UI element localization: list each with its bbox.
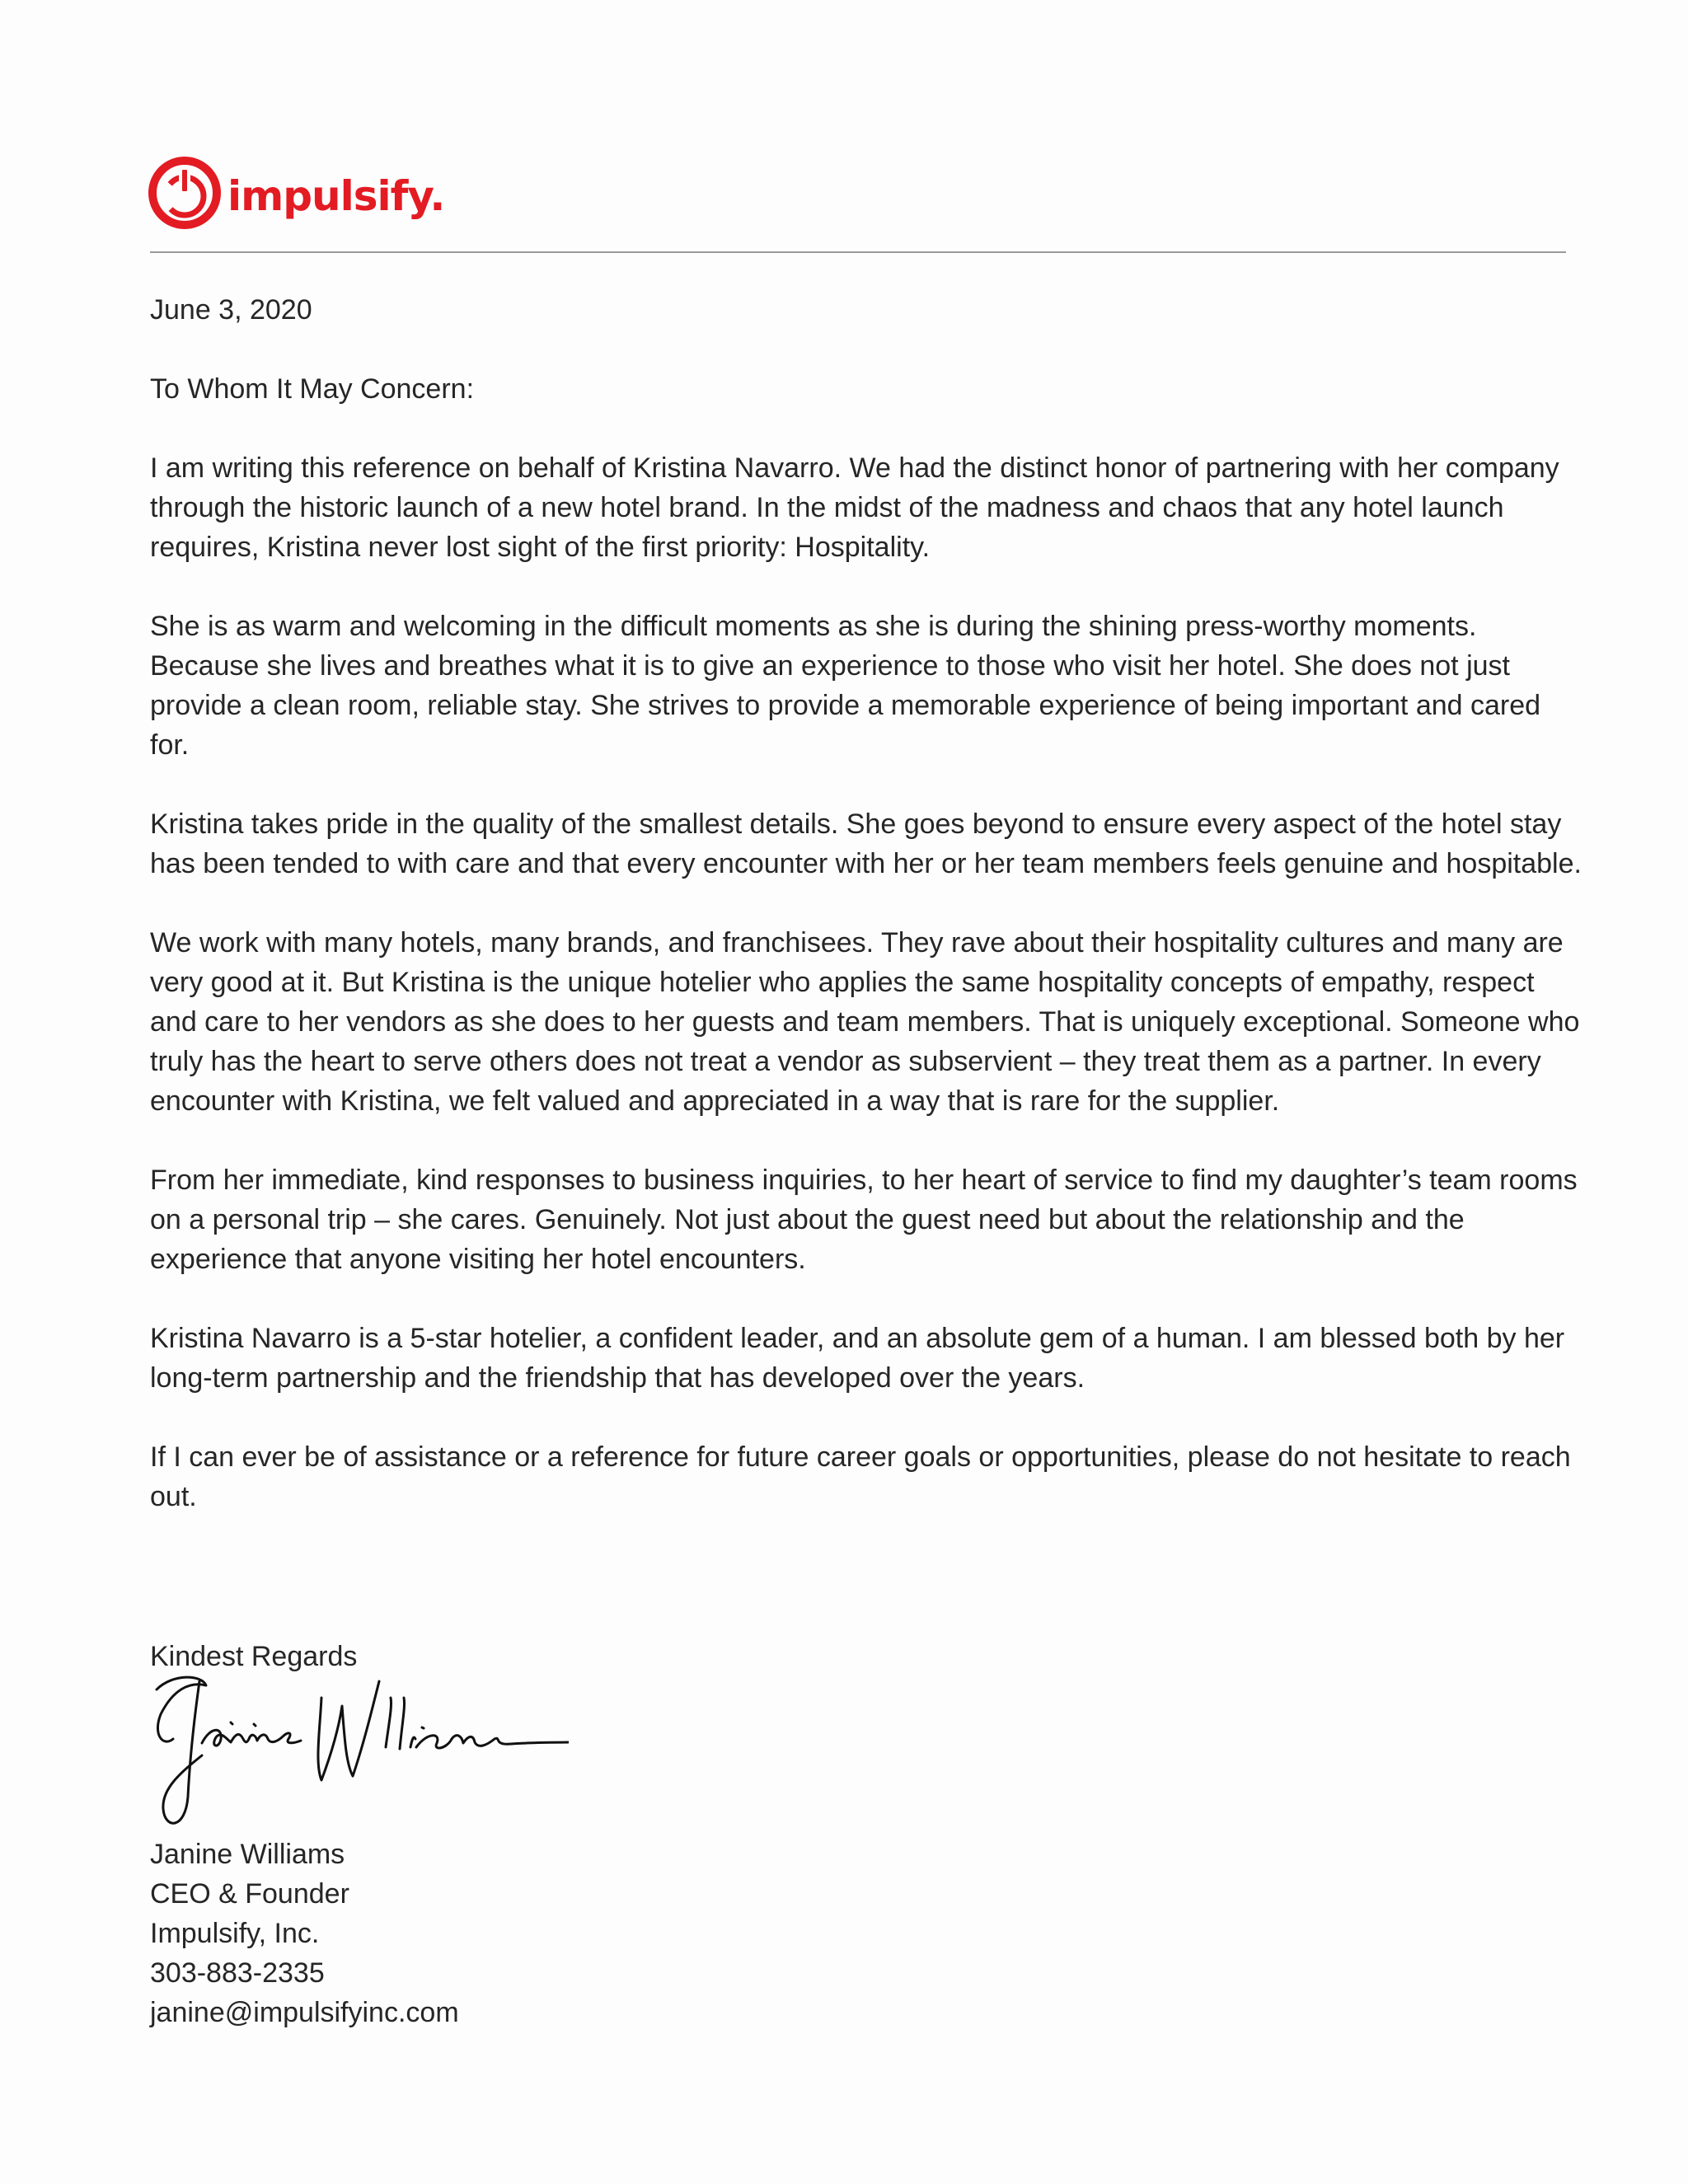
letterhead-divider bbox=[150, 251, 1566, 253]
letter-paragraph: Kristina takes pride in the quality of the smallest details. She goes beyond to ensure every aspect of the hotel stay has been tended to with care and that every encounter with her or her team members feels genuine and hospitable. bbox=[150, 808, 1582, 879]
letter-body bbox=[150, 290, 1584, 1556]
letter-paragraph: We work with many hotels, many brands, and franchisees. They rave about their hospitality cultures and many are very good at it. But Kristina is the unique hotelier who applies the same hospitality concepts of empathy, respect and care to her vendors as she does to her guests and team members. That is uniquely exceptional. Someone who truly has the heart to serve others does not treat a vendor as subservient – they treat them as a partner. In every encounter with Kristina, we felt valued and appreciated in a way that is rare for the supplier. bbox=[150, 927, 1580, 1117]
signer-name: Janine Williams bbox=[150, 1839, 345, 1870]
power-button-icon bbox=[147, 155, 223, 231]
letter-paragraph: From her immediate, kind responses to business inquiries, to her heart of service to find my daughter’s team rooms on a personal trip – she cares. Genuinely. Not just about the guest need but about the relationship and the experience that anyone visiting her hotel encounters. bbox=[150, 1165, 1578, 1275]
signer-phone: 303-883-2335 bbox=[150, 1957, 325, 1989]
company-wordmark: impulsify. bbox=[227, 172, 445, 220]
company-logo bbox=[147, 155, 444, 231]
signer-email: janine@impulsifyinc.com bbox=[150, 1997, 459, 2028]
signature-block bbox=[150, 1835, 459, 2032]
letter-salutation: To Whom It May Concern: bbox=[150, 373, 475, 405]
signer-title: CEO & Founder bbox=[150, 1878, 349, 1910]
letter-paragraph: I am writing this reference on behalf of Kristina Navarro. We had the distinct honor of partnering with her company through the historic launch of a new hotel brand. In the midst of the madness and chaos that any hotel launch requires, Kristina never lost sight of the first priority: Hospitality. bbox=[150, 452, 1559, 563]
letter-paragraph: If I can ever be of assistance or a reference for future career goals or opportunities, please do not hesitate to reach out. bbox=[150, 1441, 1571, 1512]
letter-closing: Kindest Regards bbox=[150, 1641, 358, 1672]
handwritten-signature bbox=[124, 1657, 569, 1838]
signer-company: Impulsify, Inc. bbox=[150, 1918, 320, 1949]
letter-paragraph: She is as warm and welcoming in the difficult moments as she is during the shining press-worthy moments. Because she lives and breathes what it is to give an experience to those who visit her hotel. She does not just provide a clean room, reliable stay. She strives to provide a memorable experience of being important and cared for. bbox=[150, 611, 1541, 761]
letter-date: June 3, 2020 bbox=[150, 294, 312, 326]
letter-paragraph: Kristina Navarro is a 5-star hotelier, a confident leader, and an absolute gem of a human. I am blessed both by her long-term partnership and the friendship that has developed over the years. bbox=[150, 1323, 1565, 1394]
